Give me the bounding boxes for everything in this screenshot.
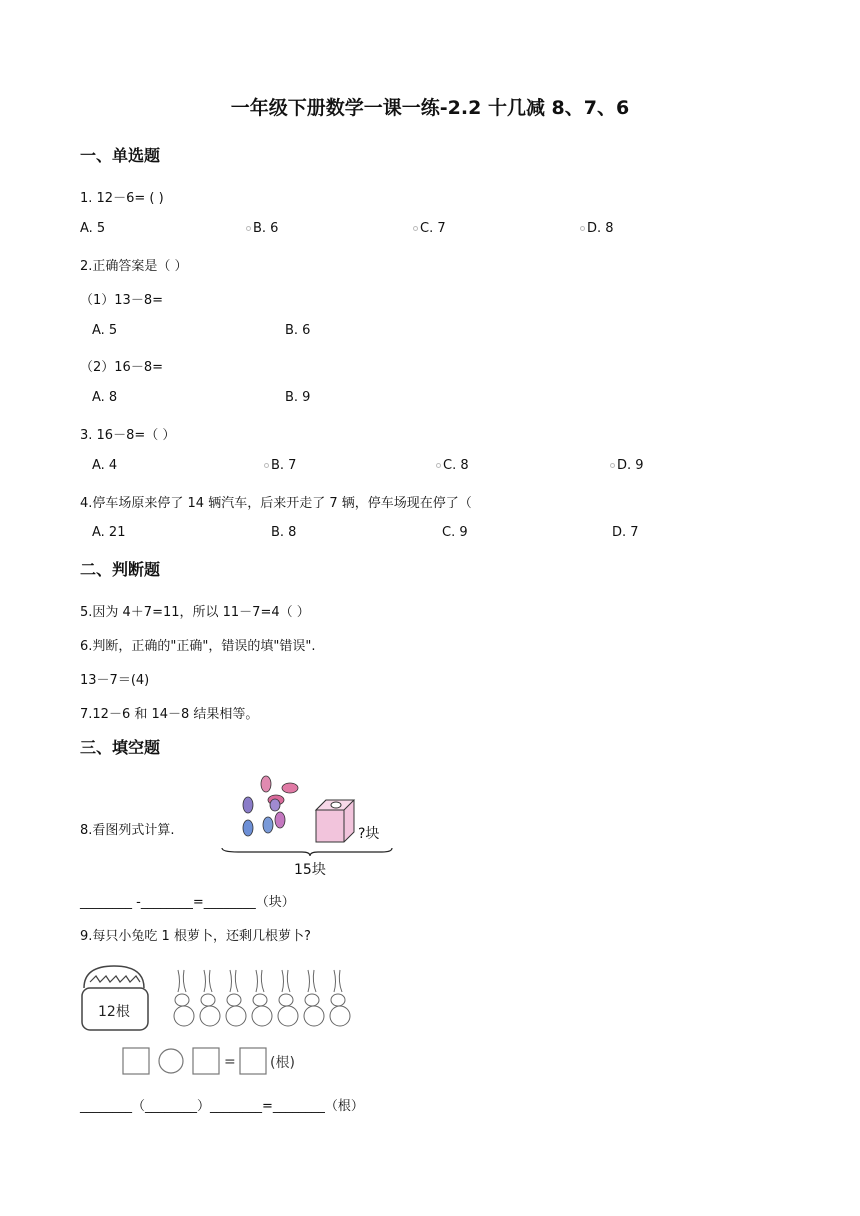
bullet-icon	[610, 463, 615, 468]
question-8-answer-blanks[interactable]: ________ -________=________（块）	[80, 895, 295, 910]
page-title: 一年级下册数学一课一练-2.2 十几减 8、7、6	[230, 97, 630, 119]
rabbit-figure-svg	[78, 958, 368, 1038]
question-9-answer-blanks[interactable]: ________（________）________=________（根）	[80, 1099, 364, 1114]
rabbits-icon	[174, 970, 350, 1026]
unit-label: (根)	[270, 1055, 295, 1071]
question-3-option-d[interactable]	[610, 458, 644, 473]
question-8-figure	[218, 770, 398, 882]
question-2-sub-2-option-b[interactable]: B. 9	[285, 390, 311, 405]
option-label: C. 8	[443, 458, 469, 473]
section-heading-fill-in: 三、填空题	[80, 738, 161, 757]
question-2-sub-1: （1）13－8=	[80, 293, 163, 308]
question-4-option-c[interactable]: C. 9	[442, 525, 468, 540]
basket-label: 12根	[98, 1004, 130, 1020]
option-label: C. 7	[420, 221, 446, 236]
question-1-option-c[interactable]	[413, 221, 446, 236]
answer-box[interactable]	[193, 1048, 219, 1074]
question-3-option-c[interactable]	[436, 458, 469, 473]
question-6-stem: 6.判断，正确的"正确"，错误的填"错误".	[80, 639, 316, 654]
question-4-option-a[interactable]: A. 21	[92, 525, 126, 540]
question-2-sub-2: （2）16－8=	[80, 360, 163, 375]
question-2-sub-1-option-b[interactable]: B. 6	[285, 323, 311, 338]
question-4-option-d[interactable]: D. 7	[612, 525, 639, 540]
bullet-icon	[580, 226, 585, 231]
candy-figure-svg	[218, 770, 398, 882]
question-1-option-a[interactable]: A. 5	[80, 221, 106, 236]
option-label: D. 9	[617, 458, 644, 473]
section-heading-true-false: 二、判断题	[80, 560, 161, 579]
equation-boxes-svg	[120, 1044, 330, 1078]
question-1-option-b[interactable]	[246, 221, 278, 236]
question-9-figure	[78, 958, 368, 1038]
question-7-stem: 7.12－6 和 14－8 结果相等。	[80, 707, 259, 722]
question-1-stem: 1. 12－6= ( )	[80, 191, 164, 206]
bullet-icon	[246, 226, 251, 231]
question-2-sub-2-option-a[interactable]: A. 8	[92, 390, 118, 405]
question-1-option-d[interactable]	[580, 221, 614, 236]
question-9-stem: 9.每只小兔吃 1 根萝卜，还剩几根萝卜?	[80, 929, 311, 944]
box-icon	[316, 800, 354, 842]
question-2-sub-1-option-a[interactable]: A. 5	[92, 323, 118, 338]
section-heading-single-choice: 一、单选题	[80, 146, 161, 165]
candy-icon	[243, 776, 298, 836]
question-9-equation-boxes	[120, 1044, 330, 1078]
bullet-icon	[436, 463, 441, 468]
answer-box[interactable]	[240, 1048, 266, 1074]
question-4-stem: 4.停车场原来停了 14 辆汽车，后来开走了 7 辆，停车场现在停了（	[80, 496, 472, 511]
question-3-option-b[interactable]	[264, 458, 296, 473]
option-label: B. 6	[253, 221, 279, 236]
brace-shape	[222, 848, 392, 856]
equals-sign: =	[224, 1054, 236, 1070]
operator-circle[interactable]	[159, 1049, 183, 1073]
basket-icon	[82, 966, 148, 1030]
total-label: 15块	[294, 862, 326, 878]
question-8-stem: 8.看图列式计算.	[80, 823, 175, 838]
bullet-icon	[413, 226, 418, 231]
question-6-expression: 13－7＝(4)	[80, 673, 150, 688]
question-2-stem: 2.正确答案是（ ）	[80, 259, 188, 274]
box-question-label: ?块	[358, 826, 380, 842]
answer-box[interactable]	[123, 1048, 149, 1074]
question-4-option-b[interactable]: B. 8	[271, 525, 297, 540]
question-5-stem: 5.因为 4＋7=11，所以 11－7=4（ ）	[80, 605, 310, 620]
option-label: B. 7	[271, 458, 297, 473]
question-3-option-a[interactable]: A. 4	[92, 458, 118, 473]
bullet-icon	[264, 463, 269, 468]
question-3-stem: 3. 16－8=（ ）	[80, 428, 176, 443]
option-label: D. 8	[587, 221, 614, 236]
